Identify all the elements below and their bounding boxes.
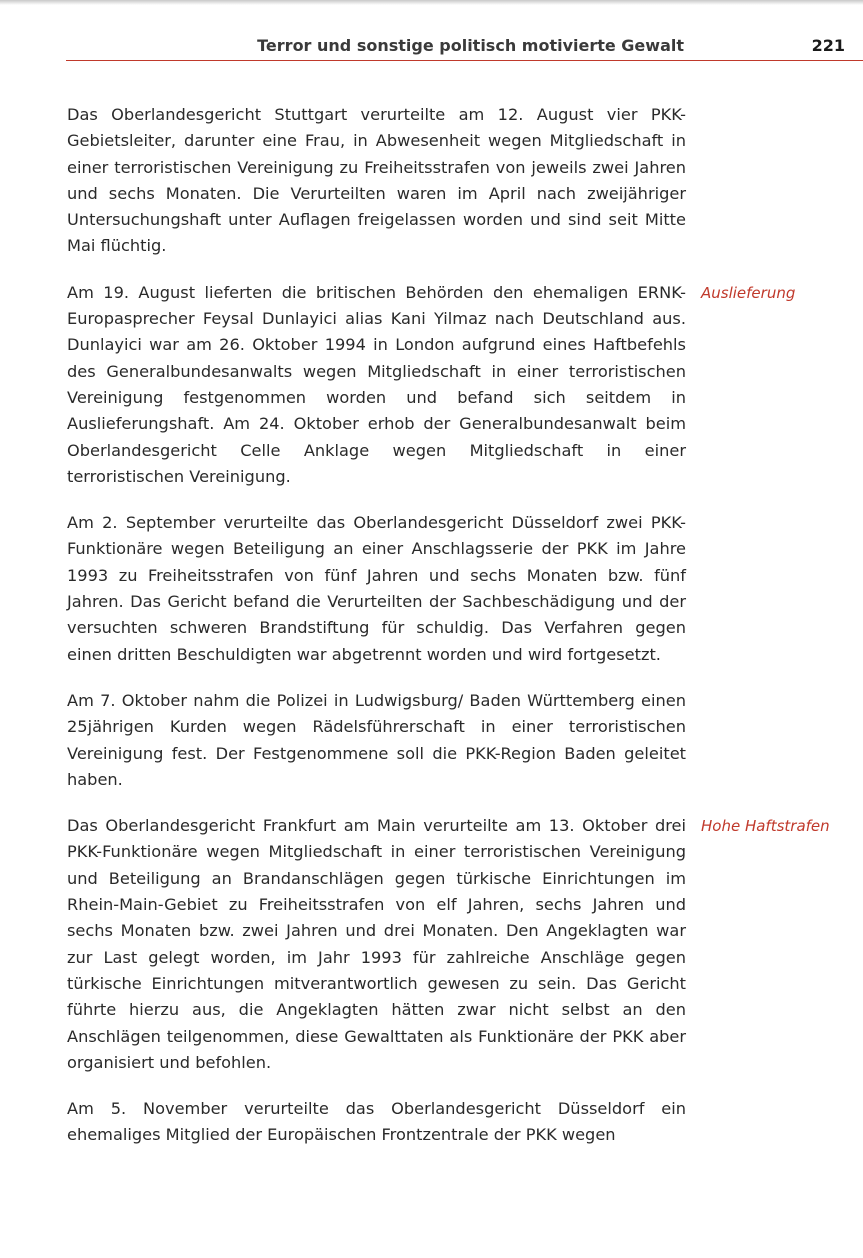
body-text xyxy=(67,102,830,1169)
paragraph-stuttgart-verdict xyxy=(67,102,686,260)
header-rule xyxy=(66,60,863,61)
header-title: Terror und sonstige politisch motivierte Gewalt xyxy=(257,36,684,55)
paragraph-frankfurt-verdict xyxy=(67,813,830,1076)
paragraph-text: Am 2. September verurteilte das Oberlandesgericht Düsseldorf zwei PKK-Funktionäre wegen Beteiligung an einer Anschlagsserie der PKK im Jahre 1993 zu Freiheitsstrafen von fünf Jahren und sechs Monaten bzw. fünf Jahren. Das Gericht befand die Verurteilten der Sachbeschädigung und der versuchten schweren Brandstiftung für schuldig. Das Verfahren gegen einen dritten Beschuldigten war abgetrennt worden und wird fortgesetzt. xyxy=(67,513,686,664)
margin-note-auslieferung: Auslieferung xyxy=(701,283,796,302)
margin-note-haftstrafen: Hohe Haftstrafen xyxy=(701,817,830,836)
paragraph-text: Das Oberlandesgericht Stuttgart verurteilte am 12. August vier PKK-Gebietsleiter, darunter eine Frau, in Abwesenheit wegen Mitgliedschaft in einer terroristischen Vereinigung zu Freiheitsstrafen von jeweils zwei Jahren und sechs Monaten. Die Verurteilten waren im April nach zweijähriger Untersuchungshaft unter Auflagen freigelassen worden und sind seit Mitte Mai flüchtig. xyxy=(67,105,686,256)
paragraph-text: Am 19. August lieferten die britischen Behörden den ehemaligen ERNK-Europasprecher Feysal Dunlayici alias Kani Yilmaz nach Deutschland aus. Dunlayici war am 26. Oktober 1994 in London aufgrund eines Haftbefehls des Generalbundesanwalts wegen Mitgliedschaft in einer terroristischen Vereinigung festgenommen worden und befand sich seitdem in Auslieferungshaft. Am 24. Oktober erhob der Generalbundesanwalt beim Oberlandesgericht Celle Anklage wegen Mitgliedschaft in einer terroristischen Vereinigung. xyxy=(67,282,686,486)
paragraph-text: Am 5. November verurteilte das Oberlandesgericht Düsseldorf ein ehemaliges Mitglied der Europäischen Frontzentrale der PKK wegen xyxy=(67,1099,686,1145)
running-header xyxy=(66,33,863,63)
page-edge xyxy=(0,0,863,5)
page-number: 221 xyxy=(811,36,845,55)
paragraph-duesseldorf-verdict xyxy=(67,510,686,668)
paragraph-text: Das Oberlandesgericht Frankfurt am Main verurteilte am 13. Oktober drei PKK-Funktionäre wegen Mitgliedschaft in einer terroristischen Vereinigung und Beteiligung an Brandanschlägen gegen türkische Einrichtungen im Rhein-Main-Gebiet zu Freiheitsstrafen von elf Jahren, sechs Jahren und sechs Monaten bzw. zwei Jahren und drei Monaten. Den Angeklagten war zur Last gelegt worden, im Jahr 1993 für zahlreiche Anschläge gegen türkische Einrichtungen mitverantwortlich gewesen zu sein. Das Gericht führte hierzu aus, die Angeklagten hätten zwar nicht selbst an den Anschlägen teilgenommen, diese Gewalttaten als Funktionäre der PKK aber organisiert und befohlen. xyxy=(67,816,686,1072)
paragraph-text: Am 7. Oktober nahm die Polizei in Ludwigsburg/ Baden Württemberg einen 25jährigen Kurden wegen Rädelsführerschaft in einer terroristischen Vereinigung fest. Der Festgenommene soll die PKK-Region Baden geleitet haben. xyxy=(67,690,686,789)
paragraph-november-verdict xyxy=(67,1096,686,1149)
paragraph-ludwigsburg-arrest xyxy=(67,688,686,793)
paragraph-extradition xyxy=(67,280,796,490)
